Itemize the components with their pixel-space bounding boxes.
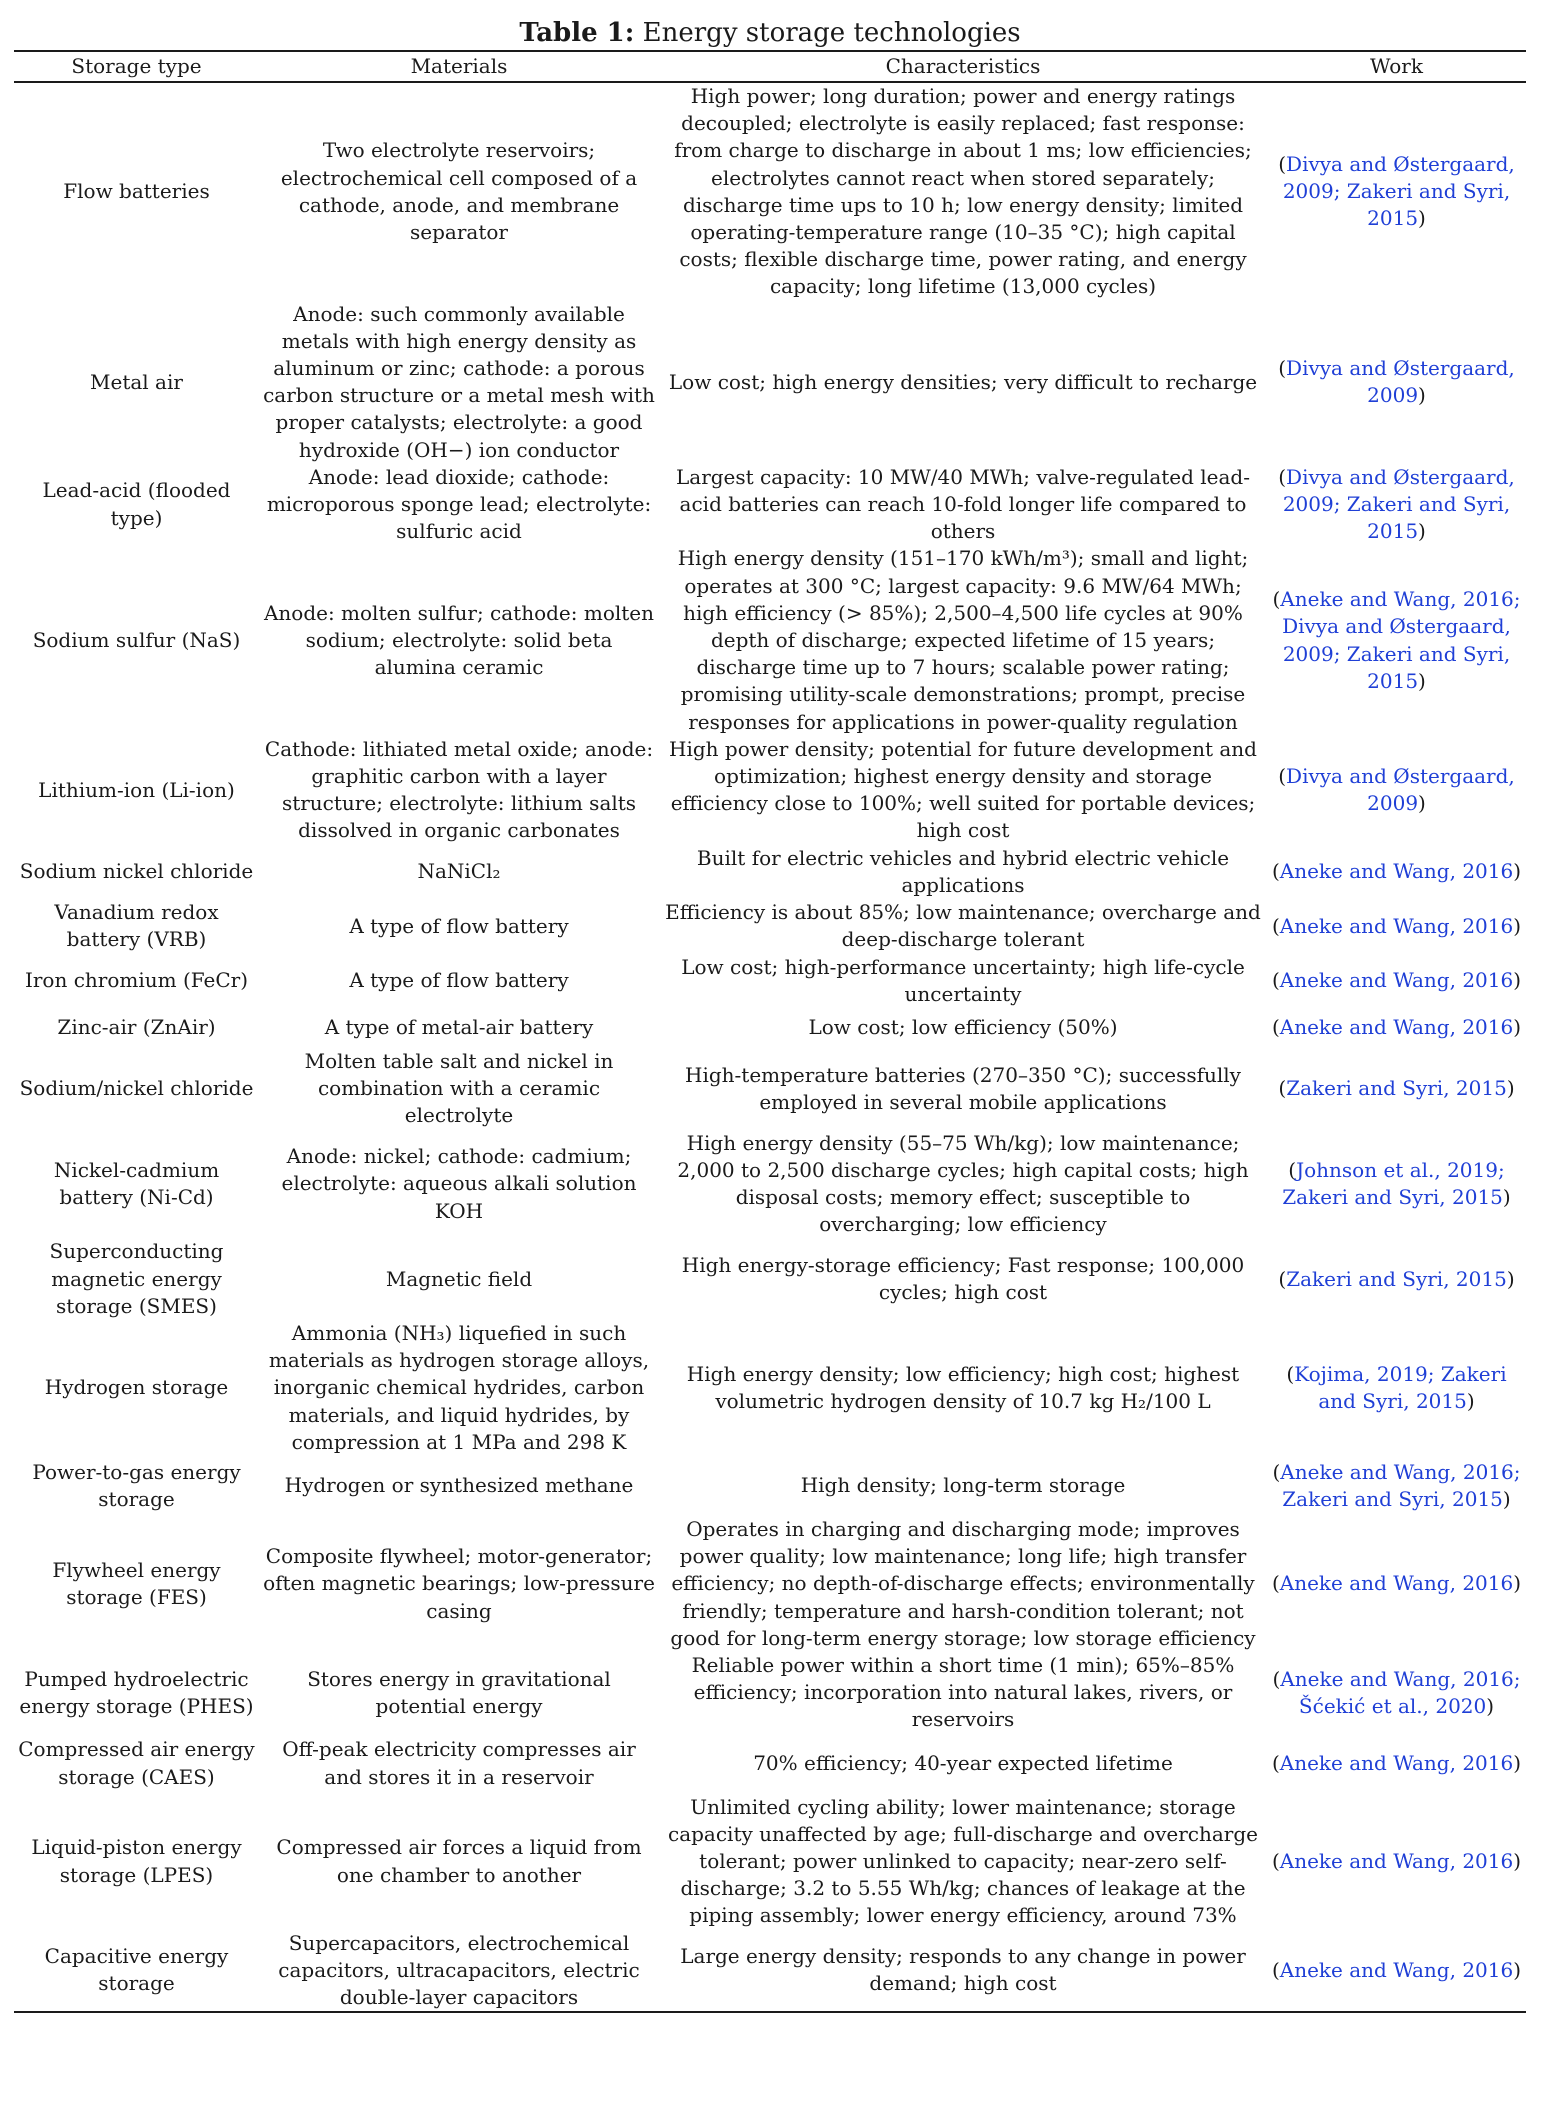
citation-link[interactable]: Aneke and Wang, 2016 — [1279, 1957, 1514, 1982]
cell-materials: A type of metal-air battery — [324, 1015, 594, 1040]
cell-work: (Aneke and Wang, 2016) — [1271, 1571, 1522, 1596]
cell-work: (Aneke and Wang, 2016) — [1271, 968, 1522, 993]
table-row — [14, 845, 1526, 899]
citation-link[interactable]: Johnson et al., 2019; Zakeri and Syri, 2015 — [1282, 1157, 1505, 1209]
citation-link[interactable]: Aneke and Wang, 2016 — [1279, 968, 1514, 993]
cell-storage-type: Zinc-air (ZnAir) — [57, 1015, 216, 1040]
cell-characteristics: High density; long-term storage — [800, 1473, 1126, 1498]
cell-work: (Aneke and Wang, 2016) — [1271, 913, 1522, 938]
cell-materials: Off-peak electricity compresses air and stores it in a reservoir — [282, 1737, 636, 1789]
cell-work: (Aneke and Wang, 2016) — [1271, 859, 1522, 884]
cell-materials: NaNiCl₂ — [417, 859, 501, 884]
citation-link[interactable]: Aneke and Wang, 2016 — [1279, 913, 1514, 938]
table-row — [14, 82, 1526, 301]
citation-link[interactable]: Aneke and Wang, 2016 — [1279, 1571, 1514, 1596]
cell-characteristics: High energy density (55–75 Wh/kg); low maintenance; 2,000 to 2,500 discharge cycles; high capital costs; high disposal costs; memory effect; susceptible to overcharging; low efficiency — [677, 1130, 1249, 1237]
cell-materials: Anode: such commonly available metals with high energy density as aluminum or zinc; cathode: a porous carbon structure or a metal mesh with proper catalysts; electrolyte: a good hydroxide (OH−) ion conductor — [263, 301, 655, 462]
citation-link[interactable]: Divya and Østergaard, 2009; Zakeri and Syri, 2015 — [1282, 152, 1515, 231]
energy-storage-table — [14, 50, 1526, 2013]
cell-storage-type: Superconducting magnetic energy storage (SMES) — [49, 1239, 224, 1318]
cell-materials: Stores energy in gravitational potential energy — [307, 1666, 611, 1718]
cell-storage-type: Flow batteries — [63, 179, 210, 204]
cell-work: (Aneke and Wang, 2016) — [1271, 1848, 1522, 1873]
cell-work: (Aneke and Wang, 2016; Zakeri and Syri, 2015) — [1272, 1459, 1521, 1511]
cell-storage-type: Capacitive energy storage — [14, 1930, 259, 2013]
citation-link[interactable]: Aneke and Wang, 2016; Šćekić et al., 2020 — [1280, 1666, 1521, 1718]
cell-storage-type: Flywheel energy storage (FES) — [52, 1557, 221, 1609]
cell-characteristics: High power; long duration; power and energy ratings decoupled; electrolyte is easily replaced; fast response: from charge to discharge in about 1 ms; low efficiencies; electrolytes cannot react when stored separately; discharge time ups to 10 h; low energy density; limited operating-temperature range (10–35 °C); high capital costs; flexible discharge time, power rating, and energy capacity; long lifetime (13,000 cycles) — [674, 84, 1252, 299]
header-row — [14, 51, 1526, 82]
table-row — [14, 1734, 1526, 1794]
cell-work: (Divya and Østergaard, 2009) — [1278, 764, 1515, 816]
cell-storage-type: Power-to-gas energy storage — [32, 1459, 241, 1511]
citation-link[interactable]: Aneke and Wang, 2016 — [1279, 859, 1514, 884]
citation-link[interactable]: Aneke and Wang, 2016 — [1279, 1848, 1514, 1873]
cell-characteristics: Largest capacity: 10 MW/40 MWh; valve-regulated lead-acid batteries can reach 10-fold longer life compared to others — [675, 464, 1250, 544]
cell-work: (Aneke and Wang, 2016; Šćekić et al., 2020) — [1272, 1666, 1521, 1718]
cell-characteristics: 70% efficiency; 40-year expected lifetime — [753, 1750, 1173, 1775]
cell-storage-type: Liquid-piston energy storage (LPES) — [31, 1835, 242, 1887]
cell-materials: Hydrogen or synthesized methane — [284, 1473, 634, 1498]
cell-storage-type: Lead-acid (flooded type) — [42, 478, 231, 530]
citation-link[interactable]: Aneke and Wang, 2016; Zakeri and Syri, 2015 — [1280, 1459, 1521, 1511]
citation-link[interactable]: Aneke and Wang, 2016; Divya and Østergaard, 2009; Zakeri and Syri, 2015 — [1280, 587, 1521, 693]
cell-materials: Anode: nickel; cathode: cadmium; electrolyte: aqueous alkali solution KOH — [281, 1144, 637, 1223]
cell-characteristics: High-temperature batteries (270–350 °C); successfully employed in several mobile applications — [685, 1062, 1241, 1114]
cell-storage-type: Vanadium redox battery (VRB) — [54, 900, 219, 952]
cell-materials: Supercapacitors, electrochemical capacitors, ultracapacitors, electric double-layer capacitors — [259, 1930, 659, 2013]
table-body — [14, 82, 1526, 2012]
cell-storage-type: Nickel-cadmium battery (Ni-Cd) — [53, 1157, 220, 1209]
cell-storage-type: Sodium/nickel chloride — [19, 1076, 254, 1101]
table-row — [14, 1048, 1526, 1130]
cell-materials: Ammonia (NH₃) liquefied in such materials as hydrogen storage alloys, inorganic chemical hydrides, carbon materials, and liquid hydrides, by compression at 1 MPa and 298 K — [268, 1320, 650, 1454]
cell-storage-type: Compressed air energy storage (CAES) — [18, 1737, 255, 1789]
cell-storage-type: Lithium-ion (Li-ion) — [38, 777, 235, 802]
citation-link[interactable]: Aneke and Wang, 2016 — [1279, 1750, 1514, 1775]
cell-materials: Magnetic field — [385, 1266, 533, 1291]
cell-work: (Zakeri and Syri, 2015) — [1278, 1076, 1515, 1101]
table-row — [14, 1930, 1526, 2013]
table-row — [14, 301, 1526, 464]
cell-characteristics: Low cost; high-performance uncertainty; high life-cycle uncertainty — [681, 954, 1245, 1006]
cell-characteristics: High power density; potential for future development and optimization; highest energy density and storage efficiency close to 100%; well suited for portable devices; high cost — [669, 736, 1257, 843]
header-work: Work — [1267, 51, 1526, 82]
table-row — [14, 1130, 1526, 1239]
cell-characteristics: High energy-storage efficiency; Fast response; 100,000 cycles; high cost — [681, 1252, 1245, 1305]
cell-storage-type: Metal air — [90, 369, 183, 394]
cell-work: (Zakeri and Syri, 2015) — [1278, 1266, 1515, 1291]
cell-characteristics: Large energy density; responds to any change in power demand; high cost — [659, 1930, 1267, 2013]
table-row — [14, 899, 1526, 953]
cell-work: (Aneke and Wang, 2016) — [1271, 1015, 1522, 1040]
cell-characteristics: High energy density (151–170 kWh/m³); small and light; operates at 300 °C; largest capacity: 9.6 MW/64 MWh; high efficiency (> 85%); 2,500–4,500 life cycles at 90% depth of discharge; expected lifetime of 15 years; discharge time up to 7 hours; scalable power rating; promising utility-scale demonstrations; prompt, precise responses for applications in power-quality regulation — [677, 546, 1249, 734]
table-row — [14, 464, 1526, 546]
cell-materials: A type of flow battery — [349, 968, 569, 993]
cell-storage-type: Pumped hydroelectric energy storage (PHES) — [19, 1666, 254, 1718]
cell-materials: Molten table salt and nickel in combination with a ceramic electrolyte — [304, 1048, 614, 1128]
cell-storage-type: Iron chromium (FeCr) — [24, 968, 249, 993]
cell-characteristics: Reliable power within a short time (1 min); 65%–85% efficiency; incorporation into natural lakes, rivers, or reservoirs — [691, 1652, 1235, 1732]
cell-work: (Johnson et al., 2019; Zakeri and Syri, 2015) — [1282, 1157, 1511, 1209]
cell-work: (Divya and Østergaard, 2009; Zakeri and Syri, 2015) — [1278, 152, 1515, 231]
cell-materials: A type of flow battery — [349, 913, 569, 938]
cell-work: (Divya and Østergaard, 2009) — [1278, 356, 1515, 408]
table-row — [14, 1238, 1526, 1320]
cell-materials: Two electrolyte reservoirs; electrochemical cell composed of a cathode, anode, and membrane separator — [280, 138, 638, 245]
table-row — [14, 736, 1526, 845]
cell-work: (Aneke and Wang, 2016) — [1267, 1930, 1526, 2013]
cell-work: (Divya and Østergaard, 2009; Zakeri and Syri, 2015) — [1278, 464, 1515, 544]
cell-materials: Composite flywheel; motor-generator; often magnetic bearings; low-pressure casing — [263, 1544, 655, 1623]
cell-characteristics: Operates in charging and discharging mode; improves power quality; low maintenance; long life; high transfer efficiency; no depth-of-discharge effects; environmentally friendly; temperature and harsh-condition tolerant; not good for long-term energy storage; low storage efficiency — [670, 1516, 1256, 1650]
citation-link[interactable]: Divya and Østergaard, 2009; Zakeri and Syri, 2015 — [1282, 464, 1515, 544]
cell-characteristics: Low cost; high energy densities; very difficult to recharge — [668, 369, 1258, 394]
cell-materials: Anode: molten sulfur; cathode: molten sodium; electrolyte: solid beta alumina ceramic — [263, 600, 655, 680]
cell-materials: Anode: lead dioxide; cathode: microporous sponge lead; electrolyte: sulfuric acid — [266, 464, 652, 544]
citation-link[interactable]: Aneke and Wang, 2016 — [1279, 1015, 1514, 1040]
table-row — [14, 1008, 1526, 1048]
table-header — [14, 51, 1526, 82]
table-row — [14, 1516, 1526, 1652]
cell-characteristics: Built for electric vehicles and hybrid electric vehicle applications — [696, 845, 1230, 897]
cell-storage-type: Sodium nickel chloride — [19, 859, 254, 884]
table-caption-title: Energy storage technologies — [642, 18, 1021, 48]
cell-work: (Aneke and Wang, 2016; Divya and Østergaard, 2009; Zakeri and Syri, 2015) — [1272, 587, 1521, 693]
table-row — [14, 1456, 1526, 1516]
cell-storage-type: Hydrogen storage — [44, 1375, 229, 1400]
table-row — [14, 1652, 1526, 1734]
table-row — [14, 545, 1526, 735]
header-characteristics: Characteristics — [659, 51, 1267, 82]
citation-link[interactable]: Divya and Østergaard, 2009 — [1286, 764, 1515, 816]
cell-work: (Aneke and Wang, 2016) — [1271, 1750, 1522, 1775]
cell-characteristics: Efficiency is about 85%; low maintenance; overcharge and deep-discharge tolerant — [665, 900, 1261, 952]
cell-work: (Kojima, 2019; Zakeri and Syri, 2015) — [1286, 1361, 1507, 1413]
citation-link[interactable]: Zakeri and Syri, 2015 — [1286, 1076, 1507, 1101]
cell-characteristics: Low cost; low efficiency (50%) — [808, 1015, 1118, 1040]
header-materials: Materials — [259, 51, 659, 82]
table-row — [14, 1794, 1526, 1930]
citation-link[interactable]: Kojima, 2019; Zakeri and Syri, 2015 — [1294, 1361, 1507, 1413]
citation-link[interactable]: Divya and Østergaard, 2009 — [1286, 356, 1515, 408]
cell-materials: Cathode: lithiated metal oxide; anode: graphitic carbon with a layer structure; electrolyte: lithium salts dissolved in organic carbonates — [264, 736, 654, 843]
table-row — [14, 1320, 1526, 1456]
table-row — [14, 954, 1526, 1008]
cell-materials: Compressed air forces a liquid from one chamber to another — [276, 1835, 642, 1887]
table-caption-label: Table 1: — [519, 18, 635, 48]
cell-characteristics: High energy density; low efficiency; high cost; highest volumetric hydrogen density of 10.7 kg H₂/100 L — [686, 1361, 1240, 1413]
cell-storage-type: Sodium sulfur (NaS) — [32, 628, 241, 653]
header-storage-type: Storage type — [14, 51, 259, 82]
citation-link[interactable]: Zakeri and Syri, 2015 — [1286, 1266, 1507, 1291]
cell-characteristics: Unlimited cycling ability; lower maintenance; storage capacity unaffected by age; full-discharge and overcharge tolerant; power unlinked to capacity; near-zero self-discharge; 3.2 to 5.55 Wh/kg; chances of leakage at the piping assembly; lower energy efficiency, around 73% — [668, 1794, 1258, 1928]
table-caption — [14, 16, 1526, 50]
